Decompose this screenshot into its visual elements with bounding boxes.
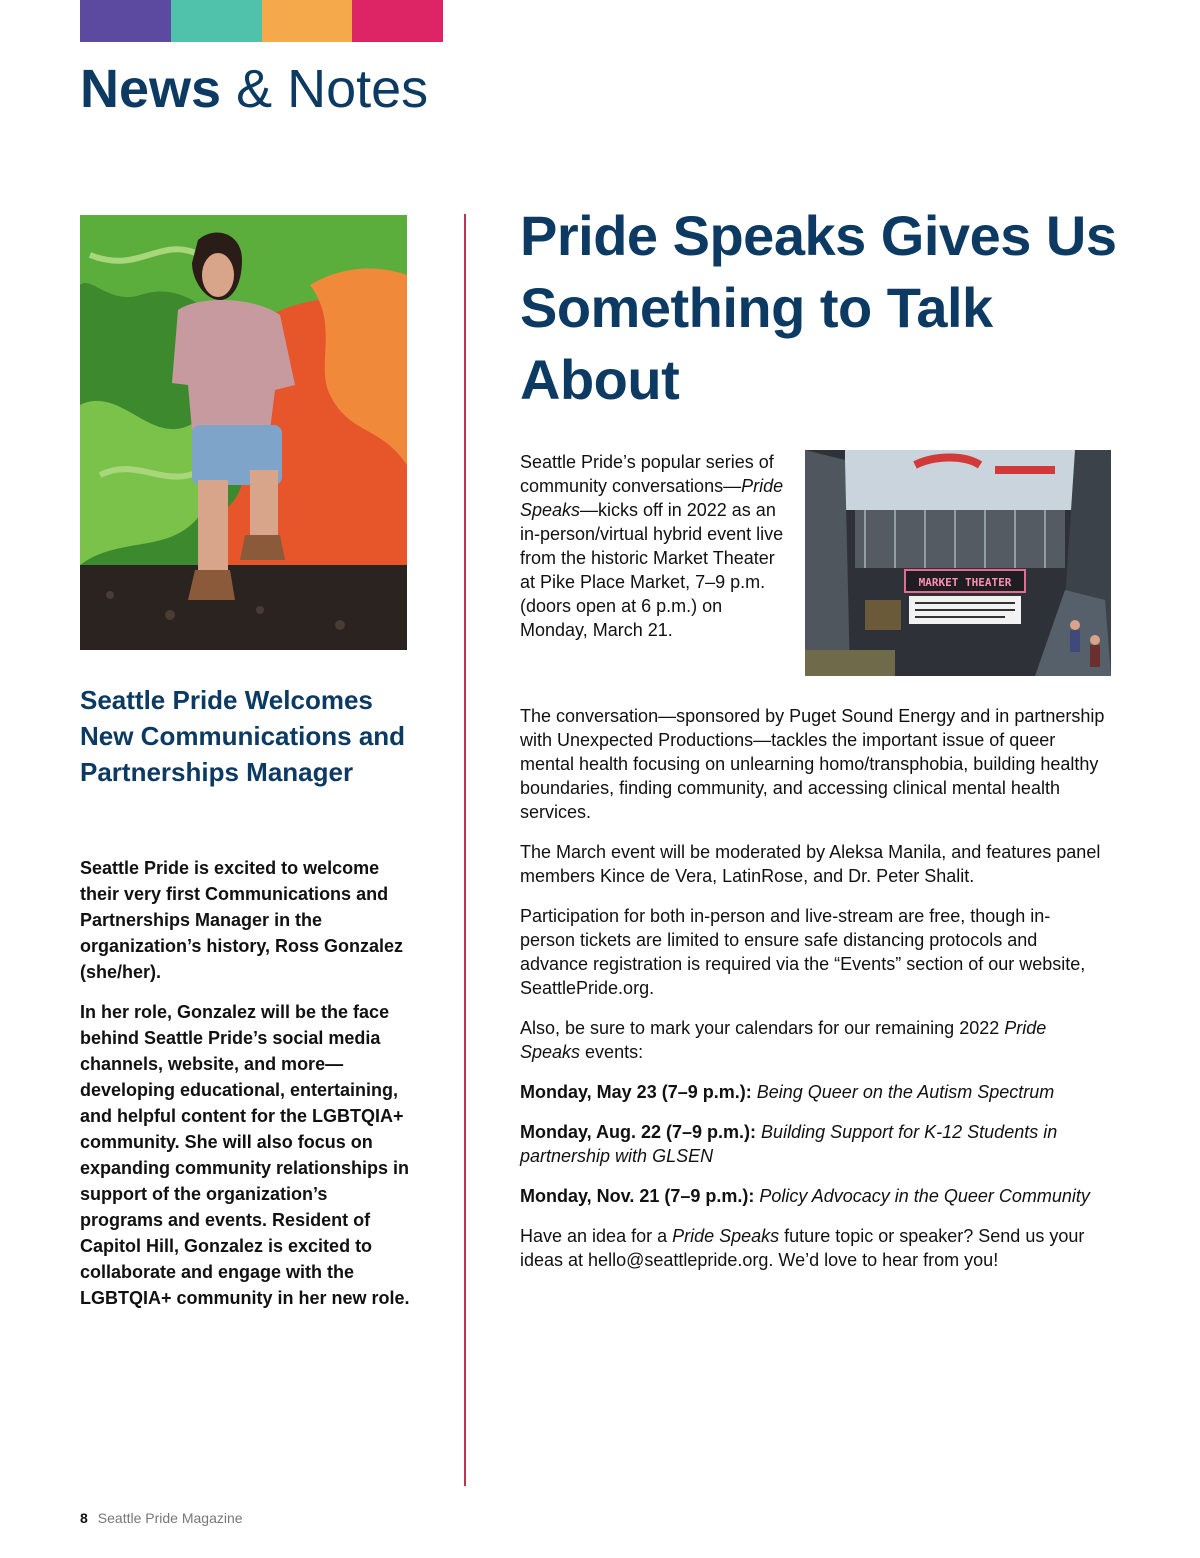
column-divider	[464, 214, 466, 1486]
event-date: Monday, Nov. 21 (7–9 p.m.):	[520, 1186, 755, 1206]
article-paragraph: Participation for both in-person and live-stream are free, though in-person tickets are limited to ensure safe distancing protocols and advance registration is required via the “Events” section of our website, SeattlePride.org.	[520, 906, 1086, 998]
closing-text-cont: future topic or speaker? Send us your ideas at hello@seattlepride.org. We’d love to hear from you!	[520, 1226, 1085, 1270]
article-intro	[520, 450, 790, 642]
color-bar-purple	[80, 0, 171, 42]
market-theater-photo-icon	[805, 450, 1111, 676]
sidebar-body	[80, 855, 412, 1325]
calendar-series-name: Pride Speaks	[520, 1018, 1047, 1062]
intro-text-cont: —kicks off in 2022 as an in-person/virtual hybrid event live from the historic Market Theater at Pike Place Market, 7–9 p.m. (doors open at 6 p.m.) on Monday, March 21.	[520, 500, 784, 640]
event-date: Monday, Aug. 22 (7–9 p.m.):	[520, 1122, 757, 1142]
article-paragraph	[520, 1016, 1105, 1064]
calendar-text: Also, be sure to mark your calendars for our remaining 2022	[520, 1018, 1005, 1038]
sidebar-headline: Seattle Pride Welcomes New Communications and Partnerships Manager	[80, 685, 406, 787]
event-title: Policy Advocacy in the Queer Community	[759, 1186, 1090, 1206]
section-title	[80, 58, 428, 120]
closing-series-name: Pride Speaks	[672, 1226, 780, 1246]
closing-paragraph	[520, 1224, 1105, 1272]
article-paragraph: The March event will be moderated by Aleksa Manila, and features panel members Kince de Vera, LatinRose, and Dr. Peter Shalit.	[520, 842, 1101, 886]
page-number: 8	[80, 1510, 88, 1526]
event-date: Monday, May 23 (7–9 p.m.):	[520, 1082, 752, 1102]
market-theater-sign: MARKET THEATER	[918, 576, 1012, 589]
color-bar-teal	[171, 0, 262, 42]
brand-color-bar	[80, 0, 443, 42]
page-footer	[80, 1508, 243, 1528]
article-paragraph: The conversation—sponsored by Puget Sound Energy and in partnership with Unexpected Productions—tackles the important issue of queer mental health focusing on unlearning homo/transphobia, building healthy boundaries, finding community, and accessing clinical mental health services.	[520, 706, 1105, 822]
closing-text: Have an idea for a	[520, 1226, 673, 1246]
intro-text: Seattle Pride’s popular series of community conversations—	[520, 452, 774, 496]
publication-name: Seattle Pride Magazine	[97, 1510, 243, 1526]
event-title: Being Queer on the Autism Spectrum	[756, 1082, 1055, 1102]
event-item	[520, 1120, 1105, 1168]
article-body	[520, 704, 1105, 1288]
event-item	[520, 1184, 1105, 1208]
section-title-strong: News	[80, 59, 222, 119]
event-item	[520, 1080, 1105, 1104]
article-headline: Pride Speaks Gives Us Something to Talk About	[520, 204, 1117, 411]
sidebar-paragraph: In her role, Gonzalez will be the face behind Seattle Pride’s social media channels, website, and more—developing educational, entertaining, and helpful content for the LGBTQIA+ community. She will also focus on expanding community relationships in support of the organization’s programs and events. Resident of Capitol Hill, Gonzalez is excited to collaborate and engage with the LGBTQIA+ community in her new role.	[80, 1002, 410, 1308]
intro-series-name: Pride Speaks	[520, 476, 784, 520]
color-bar-pink	[352, 0, 443, 42]
color-bar-orange	[262, 0, 353, 42]
sidebar-paragraph: Seattle Pride is excited to welcome their very first Communications and Partnerships Manager in the organization’s history, Ross Gonzalez (she/her).	[80, 858, 404, 982]
calendar-text-cont: events:	[580, 1042, 644, 1062]
section-title-light: & Notes	[236, 59, 429, 119]
portrait-photo-mural-icon	[80, 215, 407, 650]
event-title: Building Support for K-12 Students in partnership with GLSEN	[520, 1122, 1058, 1166]
